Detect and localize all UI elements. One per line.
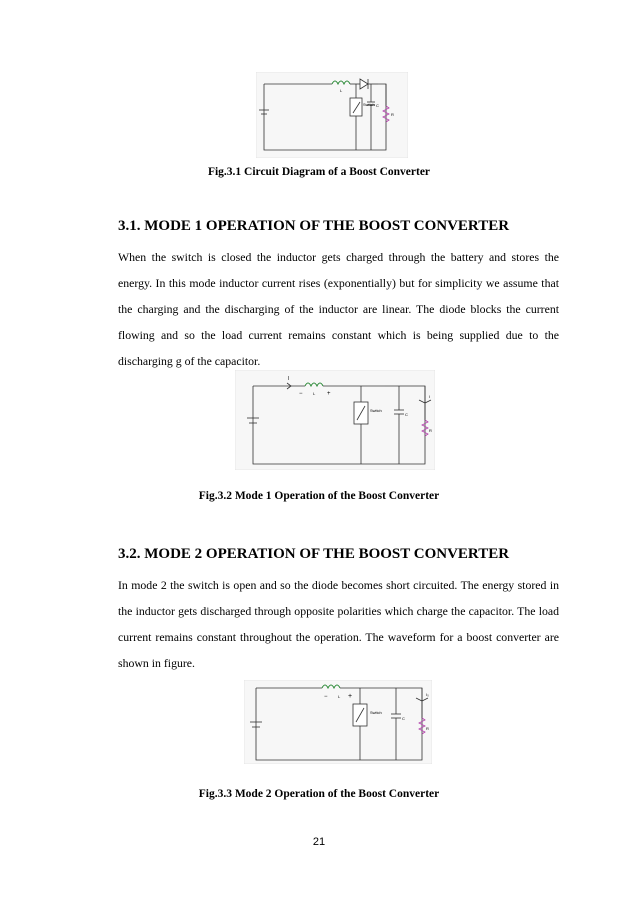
section-paragraph: In mode 2 the switch is open and so the diode becomes short circuited. The energy stored in the inductor gets discharged through opposite polarities which charge the capacitor. The load current remains constant throughout the operation. The waveform for a boost converter are shown in figure. bbox=[118, 578, 559, 670]
fig1-capacitor-label: C bbox=[376, 103, 379, 108]
fig3-plus-label: + bbox=[348, 693, 353, 700]
fig2-inductor-label: L bbox=[313, 391, 316, 396]
figure-3-3-caption: Fig.3.3 Mode 2 Operation of the Boost Converter bbox=[198, 788, 440, 800]
section-heading: 3.1. MODE 1 OPERATION OF THE BOOST CONVERTER bbox=[118, 218, 510, 234]
fig2-plus-label: + bbox=[327, 391, 331, 397]
fig1-resistor-label: R bbox=[391, 112, 394, 117]
fig2-current-label: I bbox=[288, 376, 290, 382]
page-number: 21 bbox=[312, 836, 326, 848]
section-heading: 3.2. MODE 2 OPERATION OF THE BOOST CONVERTER bbox=[118, 546, 510, 562]
figure-3-1-circuit bbox=[256, 72, 408, 158]
fig2-resistor-label: R bbox=[429, 428, 432, 433]
fig1-switch-label: Switch bbox=[363, 102, 375, 107]
fig3-inductor-label: L bbox=[338, 694, 341, 699]
fig3-capacitor-label: C bbox=[402, 716, 405, 721]
figure-3-1-caption: Fig.3.1 Circuit Diagram of a Boost Converter bbox=[207, 166, 431, 178]
fig1-inductor-label: L bbox=[340, 88, 343, 93]
figure-3-2-circuit bbox=[235, 370, 435, 470]
figure-3-2-caption: Fig.3.2 Mode 1 Operation of the Boost Converter bbox=[198, 490, 440, 502]
fig3-resistor-label: R bbox=[426, 726, 429, 731]
fig2-load-current-label: I bbox=[429, 394, 431, 399]
fig3-switch-label: Switch bbox=[370, 710, 382, 715]
section-paragraph: When the switch is closed the inductor gets charged through the battery and stores the energy. In this mode inductor current rises (exponentially) but for simplicity we assume that the charging and the discharging of the inductor are linear. The diode blocks the current flowing and so the load current remains constant which is being supplied due to the discharging g of the capacitor. bbox=[118, 250, 559, 368]
figure-3-3-circuit bbox=[244, 680, 432, 764]
fig3-minus-label: − bbox=[324, 694, 328, 700]
fig2-capacitor-label: C bbox=[405, 412, 408, 417]
fig3-load-current-label: I₀ bbox=[426, 692, 429, 697]
fig2-switch-label: Switch bbox=[370, 408, 382, 413]
fig2-minus-label: − bbox=[299, 391, 303, 397]
